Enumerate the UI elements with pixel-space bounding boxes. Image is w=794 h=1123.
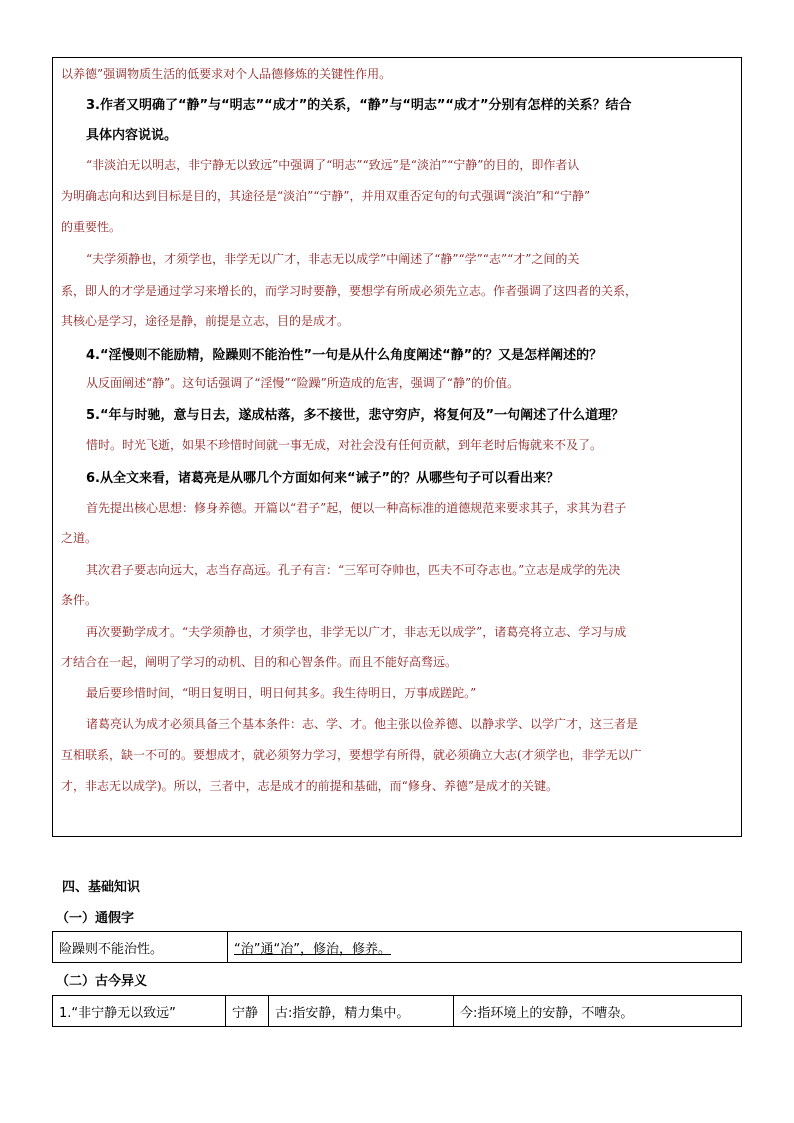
answer-line: 为明确志向和达到目标是目的，其途径是“淡泊”“宁静”，并用双重否定句的句式强调“淡泊”和“宁静”: [61, 189, 591, 203]
guji-ancient-meaning: 古:指安静，精力集中。: [269, 996, 454, 1027]
answer-line: 以养德”强调物质生活的低要求对个人品德修炼的关键性作用。: [61, 67, 392, 81]
answer-line: 才结合在一起，阐明了学习的动机、目的和心智条件。而且不能好高骛远。: [61, 655, 458, 669]
section-title: 四、基础知识: [62, 880, 141, 895]
tongjia-table: [52, 931, 742, 963]
tongjia-explanation-text: “治”通“冶”，修治，修养。: [234, 941, 391, 957]
question-line: 5.“年与时驰，意与日去，遂成枯落，多不接世，悲守穷庐，将复何及”一句阐述了什么道理？: [86, 408, 625, 423]
answer-line: 惜时。时光飞逝，如果不珍惜时间就一事无成，对社会没有任何贡献，到年老时后悔就来不及了。: [86, 438, 603, 452]
subsection-guji: （二）古今异义: [56, 974, 148, 989]
question-line: 具体内容说说。: [86, 128, 178, 143]
answer-line: 从反面阐述“静”。这句话强调了“淫慢”“险躁”所造成的危害，强调了“静”的价值。: [86, 376, 520, 390]
guji-word: 宁静: [226, 996, 269, 1027]
subsection-tongjia: （一）通假字: [56, 911, 135, 926]
answer-line: “非淡泊无以明志，非宁静无以致远”中强调了“明志”“致远”是“淡泊”“宁静”的目的，即作者认: [86, 158, 580, 172]
guji-modern-meaning: 今:指环境上的安静，不嘈杂。: [454, 996, 742, 1027]
answer-line: 其核心是学习，途径是静，前提是立志，目的是成才。: [61, 314, 350, 328]
answer-line: 之道。: [61, 531, 98, 545]
table-row: [53, 996, 742, 1027]
question-line: 6.从全文来看，诸葛亮是从哪几个方面如何来“诫子”的？从哪些句子可以看出来？: [86, 471, 560, 486]
answer-line: 才，非志无以成学)。所以，三者中，志是成才的前提和基础，而“修身、养德”是成才的关键。: [61, 779, 558, 793]
answer-line: 首先提出核心思想：修身养德。开篇以“君子”起，便以一种高标准的道德规范来要求其子，求其为君子: [86, 501, 627, 515]
question-line: 3.作者又明确了“静”与“明志”“成才”的关系，“静”与“明志”“成才”分别有怎样的关系？结合: [86, 98, 632, 113]
answer-line: 其次君子要志向远大，志当存高远。孔子有言：“三军可夺帅也，匹夫不可夺志也。”立志是成学的先决: [86, 563, 621, 577]
guji-table: [52, 995, 742, 1027]
answer-line: 互相联系，缺一不可的。要想成才，就必须努力学习，要想学有所得，就必须确立大志(才须学也，非学无以广: [61, 748, 642, 762]
table-row: [53, 932, 742, 963]
tongjia-explanation: [228, 932, 742, 963]
answer-line: “夫学须静也，才须学也，非学无以广才，非志无以成学”中阐述了“静”“学”“志”“才”之间的关: [86, 252, 580, 266]
answer-line: 最后要珍惜时间，“明日复明日，明日何其多。我生待明日，万事成蹉跎。”: [86, 686, 477, 700]
answer-line: 系，即人的才学是通过学习来增长的，而学习时要静，要想学有所成必须先立志。作者强调了这四者的关系，: [61, 284, 638, 298]
answer-line: 诸葛亮认为成才必须具备三个基本条件：志、学、才。他主张以俭养德、以静求学、以学广才，这三者是: [86, 717, 639, 731]
guji-sentence: 1.“非宁静无以致远”: [53, 996, 226, 1027]
answer-line: 条件。: [61, 593, 98, 607]
answer-line: 的重要性。: [61, 220, 122, 234]
answer-line: 再次要勤学成才。“夫学须静也，才须学也，非学无以广才，非志无以成学”，诸葛亮将立志、学习与成: [86, 625, 627, 639]
tongjia-sentence: 险躁则不能治性。: [53, 932, 228, 963]
answer-box: [52, 57, 742, 837]
question-line: 4.“淫慢则不能励精，险躁则不能治性”一句是从什么角度阐述“静”的？又是怎样阐述的？: [86, 348, 603, 363]
